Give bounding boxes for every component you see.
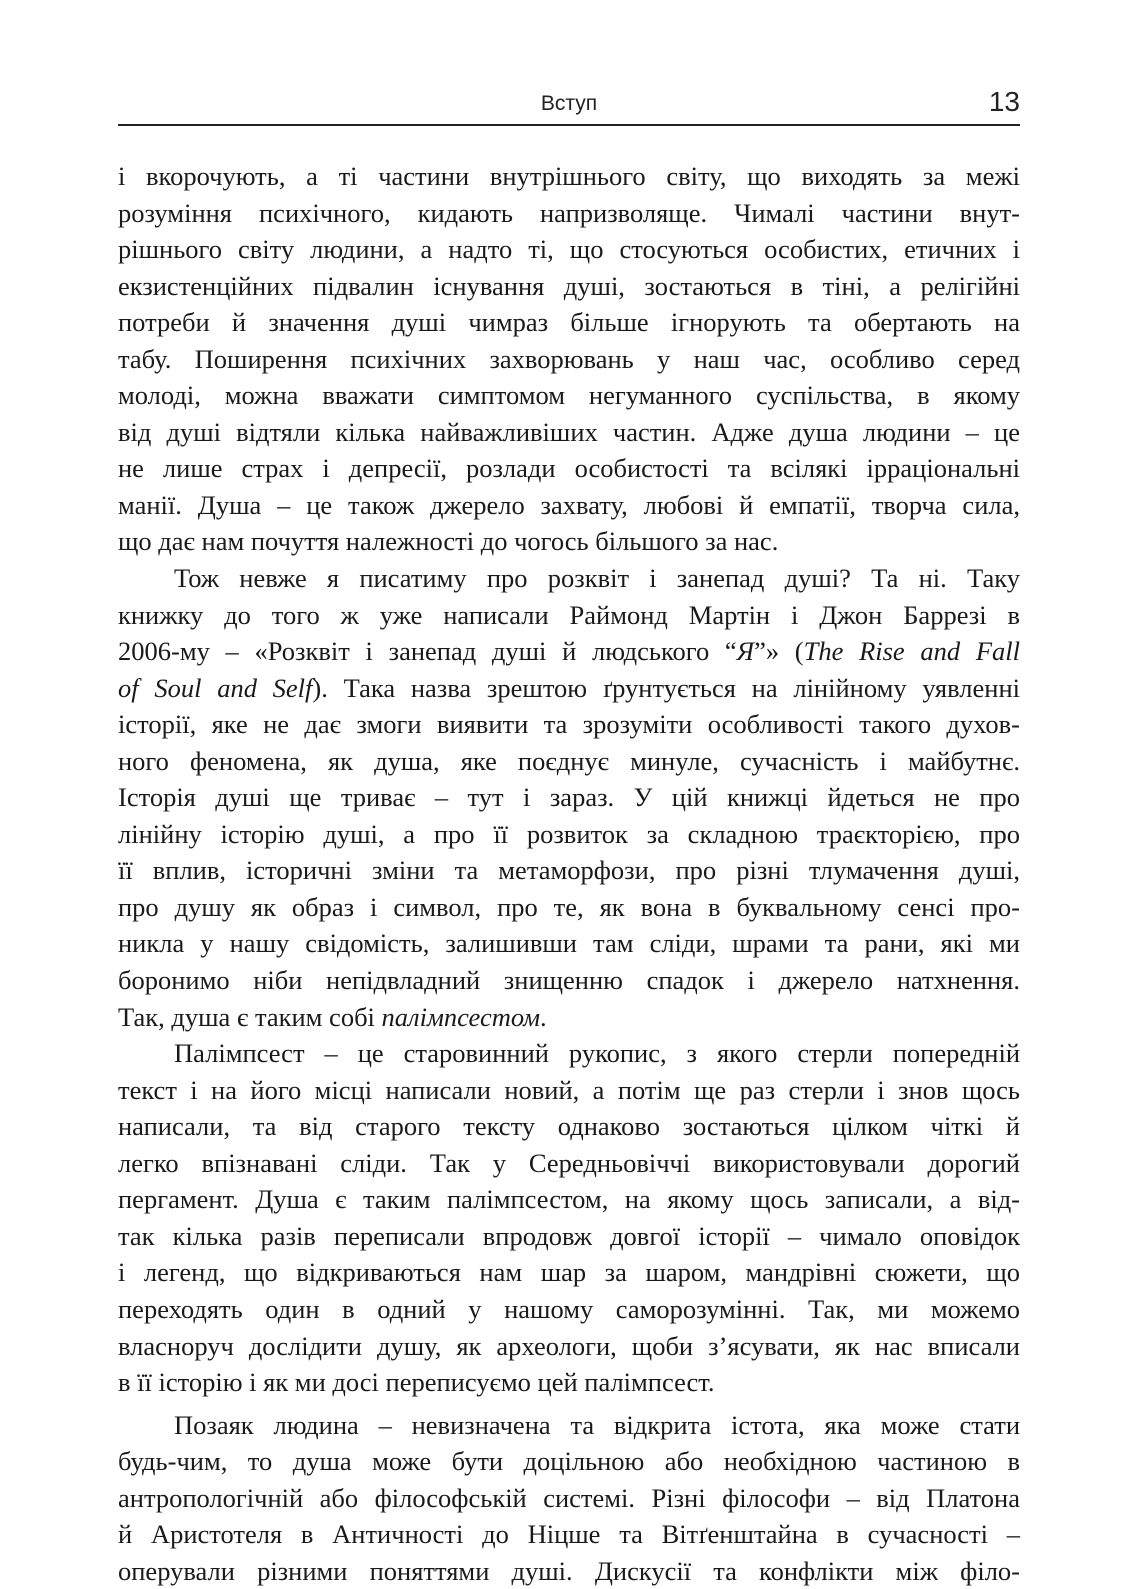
text-line: екзистенційних підвалин існування душі, зостаються в тіні, а релігійні [118, 270, 1020, 301]
text-line: пергамент. Душа є таким палімпсестом, на якому щось записали, а від- [118, 1184, 1020, 1215]
text-line: Позаяк людина – невизначена та відкрита істота, яка може стати [174, 1409, 1020, 1440]
text-line: історії, яке не дає змоги виявити та зрозуміти особливості такого духов- [118, 709, 1020, 740]
text-line: антропологічній або філософській системі. Різні філософи – від Платона [118, 1482, 1020, 1513]
text-line: що дає нам почуття належності до чогось більшого за нас. [118, 526, 779, 557]
text-line: її вплив, історичні зміни та метаморфози, про різні тлумачення душі, [118, 855, 1020, 886]
header-title: Вступ [540, 92, 598, 115]
text-line: і легенд, що відкриваються нам шар за шаром, мандрівні сюжети, що [118, 1257, 1020, 1288]
text-line: книжку до того ж уже написали Раймонд Мартін і Джон Баррезі в [118, 599, 1020, 630]
text-line: никла у нашу свідомість, залишивши там сліди, шрами та рани, які ми [118, 928, 1020, 959]
text-line: не лише страх і депресії, розлади особистості та всілякі ірраціональні [118, 453, 1020, 484]
text-line: в її історію і як ми досі переписуємо цей палімпсест. [118, 1367, 715, 1398]
text-line: оперували різними поняттями душі. Дискусії та конфлікти між філо- [118, 1555, 1020, 1586]
text-line: of Soul and Self). Така назва зрештою ґрунтується на лінійному уявленні [118, 672, 1020, 703]
body-text [118, 158, 1020, 1589]
text-line: табу. Поширення психічних захворювань у наш час, особливо серед [118, 343, 1020, 374]
text-line: Тож невже я писатиму про розквіт і занепад душі? Та ні. Таку [174, 563, 1020, 594]
text-line: про душу як образ і символ, про те, як вона в буквальному сенсі про- [118, 891, 1020, 922]
text-line: написали, та від старого тексту однаково зостаються цілком чіткі й [118, 1111, 1020, 1142]
text-line: Так, душа є таким собі палімпсестом. [118, 1001, 547, 1032]
text-line: молоді, можна вважати симптомом негуманного суспільства, в якому [118, 380, 1020, 411]
text-line: рішнього світу людини, а надто ті, що стосуються особистих, етичних і [118, 234, 1020, 265]
text-line: манії. Душа – це також джерело захвату, любові й емпатії, творча сила, [118, 489, 1020, 520]
text-line: ного феномена, як душа, яке поєднує минуле, сучасність і майбутнє. [118, 745, 1020, 776]
text-line: переходять один в одний у нашому саморозумінні. Так, ми можемо [118, 1293, 1020, 1324]
text-line: так кілька разів переписали впродовж довгої історії – чимало оповідок [118, 1220, 1020, 1251]
text-line: власноруч дослідити душу, як археологи, щоби з’ясувати, як нас вписали [118, 1330, 1020, 1361]
text-line: і вкорочують, а ті частини внутрішнього світу, що виходять за межі [118, 161, 1020, 191]
running-header [118, 84, 1020, 126]
text-line: розуміння психічного, кидають напризволяще. Чималі частини внут- [118, 197, 1020, 228]
text-line: 2006-му – «Розквіт і занепад душі й людського “Я”» (The Rise and Fall [118, 636, 1020, 667]
text-line: будь-чим, то душа може бути доцільною або необхідною частиною в [118, 1446, 1020, 1477]
text-line: лінійну історію душі, а про її розвиток за складною траєкторією, про [118, 818, 1020, 849]
text-line: й Аристотеля в Античності до Ніцше та Вітґенштайна в сучасності – [118, 1519, 1020, 1550]
text-line: текст і на його місці написали новий, а потім ще раз стерли і знов щось [118, 1074, 1020, 1105]
text-line: легко впізнавані сліди. Так у Середньовіччі використовували дорогий [118, 1147, 1020, 1178]
text-line: Історія душі ще триває – тут і зараз. У цій книжці йдеться не про [118, 782, 1020, 813]
text-line: боронимо ніби непідвладний знищенню спадок і джерело натхнення. [118, 965, 1020, 996]
text-line: від душі відтяли кілька найважливіших частин. Адже душа людини – це [118, 416, 1020, 447]
text-line: потреби й значення душі чимраз більше ігнорують та обертають на [118, 307, 1020, 338]
text-line: Палімпсест – це старовинний рукопис, з якого стерли попередній [174, 1038, 1020, 1069]
page-number: 13 [988, 86, 1020, 117]
